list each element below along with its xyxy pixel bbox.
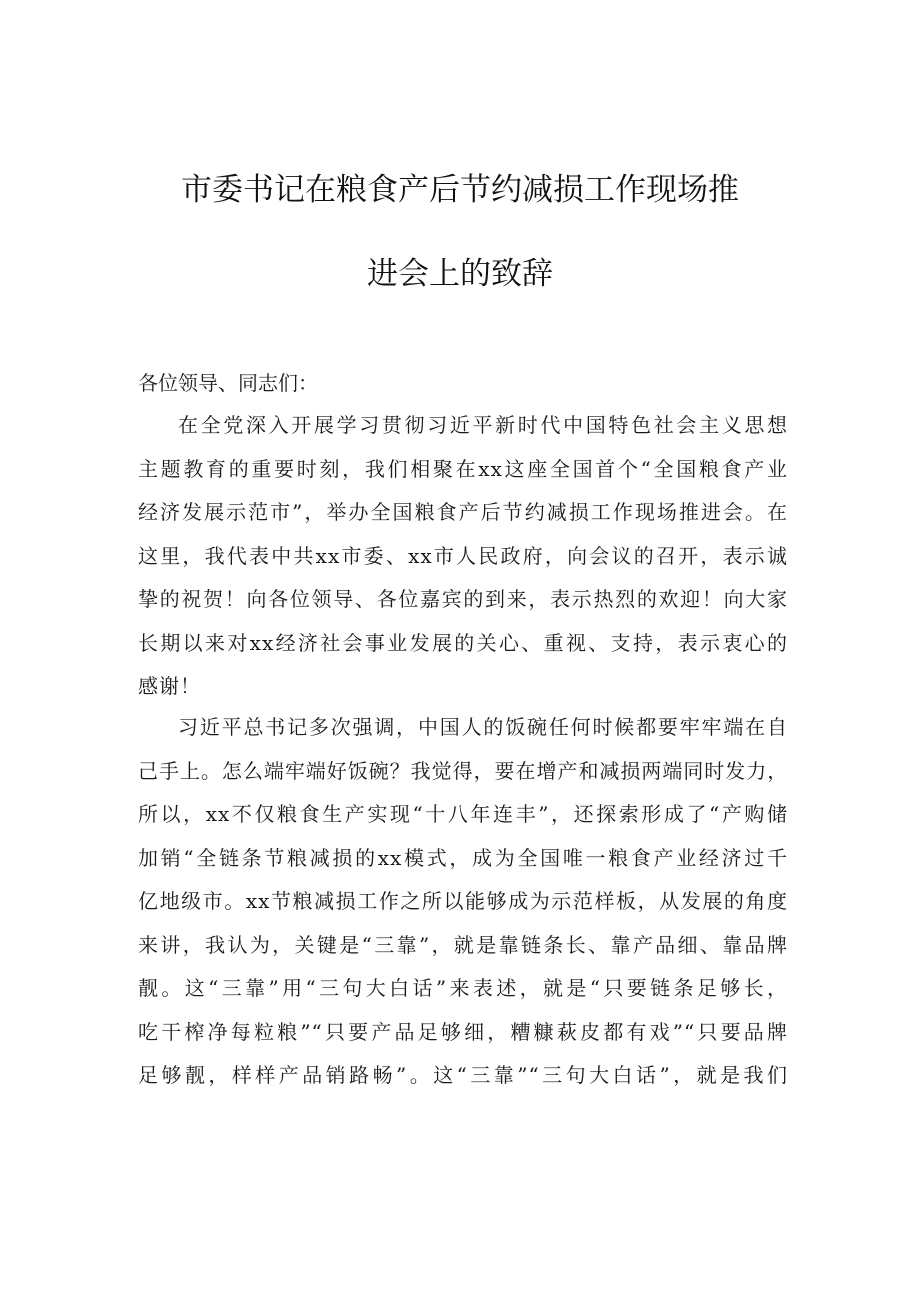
paragraph-2 [138, 706, 788, 1098]
paragraph-2-line: 吃干榨净每粒粮”“只要产品足够细，糟糠萩皮都有戏”“只要品牌 [138, 1019, 788, 1044]
salutation: 各位领导、同志们： [138, 371, 318, 395]
document-title-line-2: 进会上的致辞 [367, 256, 553, 292]
paragraph-2-line: 来讲，我认为，关键是“三靠”，就是靠链条长、靠产品细、靠品牌 [138, 932, 788, 957]
paragraph-1-line: 在全党深入开展学习贯彻习近平新时代中国特色社会主义思想 [178, 413, 788, 437]
paragraph-2-line: 靓。这“三靠”用“三句大白话”来表述，就是“只要链条足够长， [138, 976, 788, 1000]
paragraph-2-line: 所以，xx不仅粮食生产实现“十八年连丰”，还探索形成了“产购储 [138, 802, 788, 826]
paragraph-2-line: 亿地级市。xx节粮减损工作之所以能够成为示范样板，从发展的角度 [138, 889, 788, 913]
paragraph-1-line: 长期以来对xx经济社会事业发展的关心、重视、支持，表示衷心的 [138, 630, 788, 655]
paragraph-2-line: 己手上。怎么端牢端好饭碗？我觉得，要在增产和减损两端同时发力， [138, 758, 788, 783]
paragraph-1-line: 挚的祝贺！向各位领导、各位嘉宾的到来，表示热烈的欢迎！向大家 [138, 587, 788, 611]
paragraph-2-line: 习近平总书记多次强调，中国人的饭碗任何时候都要牢牢端在自 [178, 715, 788, 739]
paragraph-1-line: 经济发展示范市”，举办全国粮食产后节约减损工作现场推进会。在 [138, 500, 788, 524]
document-title-line-1: 市委书记在粮食产后节约减损工作现场推 [181, 172, 739, 208]
paragraph-1-line: 主题教育的重要时刻，我们相聚在xx这座全国首个“全国粮食产业 [138, 456, 788, 481]
paragraph-1-line: 感谢！ [138, 674, 201, 698]
paragraph-1-line: 这里，我代表中共xx市委、xx市人民政府，向会议的召开，表示诚 [138, 543, 788, 568]
paragraph-2-line: 足够靓，样样产品销路畅”。这“三靠”“三句大白话”，就是我们 [138, 1063, 788, 1087]
paragraph-1 [138, 404, 788, 709]
paragraph-2-line: 加销“全链条节粮减损的xx模式，成为全国唯一粮食产业经济过千 [138, 845, 788, 870]
